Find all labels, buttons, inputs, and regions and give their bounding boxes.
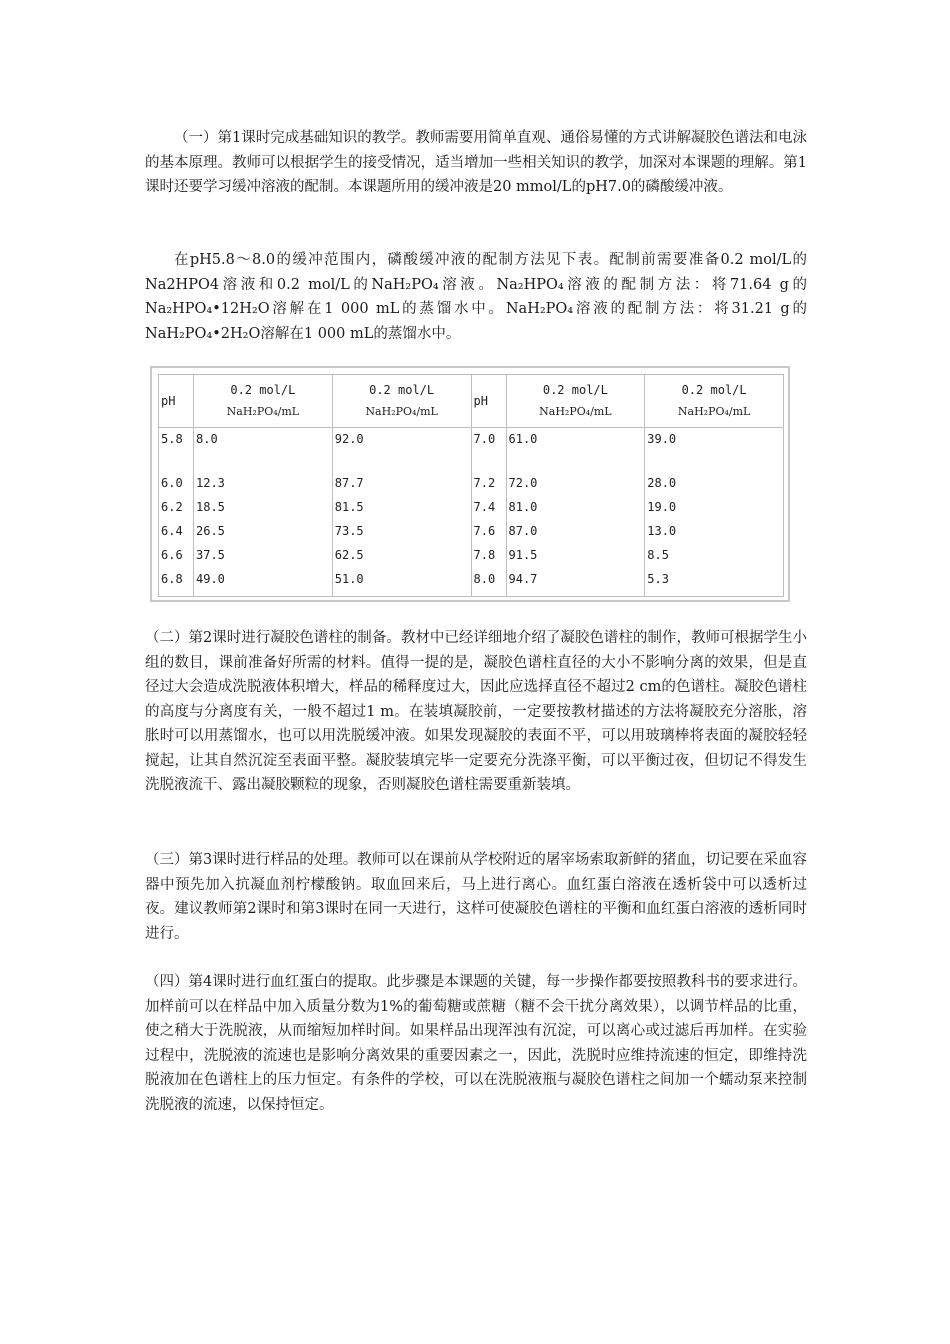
paragraph-lesson-3: （三）第3课时进行样品的处理。教师可以在课前从学校附近的屠宰场索取新鲜的猪血，切记要在采血容器中预先加入抗凝血剂柠檬酸钠。取血回来后，马上进行离心。血红蛋白溶液在透析袋中可以透析过夜。建议教师第2课时和第3课时在同一天进行，这样可使凝胶色谱柱的平衡和血红蛋白溶液的透析同时进行。 [145, 852, 807, 942]
table-cell: 62.5 [332, 548, 471, 572]
table-cell: 51.0 [332, 572, 471, 597]
table-cell: 7.0 [471, 428, 506, 477]
table-cell: 91.5 [506, 548, 645, 572]
table-cell: 7.8 [471, 548, 506, 572]
table-cell: 8.5 [645, 548, 784, 572]
paragraph-lesson-4: （四）第4课时进行血红蛋白的提取。此步骤是本课题的关键，每一步操作都要按照教科书的要求进行。加样前可以在样品中加入质量分数为1%的葡萄糖或蔗糖（糖不会干扰分离效果），以调节样品的比重，使之稍大于洗脱液，从而缩短加样时间。如果样品出现浑浊有沉淀，可以离心或过滤后再加样。在实验过程中，洗脱液的流速也是影响分离效果的重要因素之一，因此，洗脱时应维持流速的恒定，即维持洗脱液加在色谱柱上的压力恒定。有条件的学校，可以在洗脱液瓶与凝胶色谱柱之间加一个蠕动泵来控制洗脱液的流速，以保持恒定。 [145, 974, 807, 1113]
table-cell: 49.0 [194, 572, 333, 597]
table-cell: 8.0 [194, 428, 333, 477]
table-cell: 7.6 [471, 524, 506, 548]
table-cell: 37.5 [194, 548, 333, 572]
table-cell: 61.0 [506, 428, 645, 477]
table-cell: 6.2 [159, 500, 194, 524]
table-cell: 28.0 [645, 476, 784, 500]
table-cell: 81.5 [332, 500, 471, 524]
table-row [159, 500, 784, 524]
table-cell: 72.0 [506, 476, 645, 500]
paragraph-lesson-1: （一）第1课时完成基础知识的教学。教师需要用简单直观、通俗易懂的方式讲解凝胶色谱法和电泳的基本原理。教师可以根据学生的接受情况，适当增加一些相关知识的教学，加深对本课题的理解。第1课时还要学习缓冲溶液的配制。本课题所用的缓冲液是20 mmol/L的pH7.0的磷酸缓冲液。 [145, 130, 807, 195]
header-ph-left: pH [159, 375, 194, 428]
table-cell: 18.5 [194, 500, 333, 524]
table-header-row [159, 375, 784, 428]
table-cell: 26.5 [194, 524, 333, 548]
table-cell: 39.0 [645, 428, 784, 477]
table-cell: 6.0 [159, 476, 194, 500]
table-cell: 87.0 [506, 524, 645, 548]
table-cell: 7.2 [471, 476, 506, 500]
table-cell: 6.8 [159, 572, 194, 597]
buffer-table-frame [150, 366, 790, 602]
paragraph-lesson-2: （二）第2课时进行凝胶色谱柱的制备。教材中已经详细地介绍了凝胶色谱柱的制作，教师可根据学生小组的数目，课前准备好所需的材料。值得一提的是，凝胶色谱柱直径的大小不影响分离的效果，但是直径过大会造成洗脱液体积增大，样品的稀释度过大，因此应选择直径不超过2 cm的色谱柱。凝胶色谱柱的高度与分离度有关，一般不超过1 m。在装填凝胶前，一定要按教材描述的方法将凝胶充分溶胀，溶胀时可以用蒸馏水，也可以用洗脱缓冲液。如果发现凝胶的表面不平，可以用玻璃棒将表面的凝胶轻轻搅起，让其自然沉淀至表面平整。凝胶装填完毕一定要充分洗涤平衡，可以平衡过夜，但切记不得发生洗脱液流干、露出凝胶颗粒的现象，否则凝胶色谱柱需要重新装填。 [145, 630, 807, 793]
table-cell: 81.0 [506, 500, 645, 524]
table-cell: 5.3 [645, 572, 784, 597]
header-col-3: 0.2 mol/L NaH₂PO₄/mL [332, 375, 471, 428]
table-cell: 87.7 [332, 476, 471, 500]
table-cell: 19.0 [645, 500, 784, 524]
header-col-2: 0.2 mol/L NaH₂PO₄/mL [194, 375, 333, 428]
table-cell: 7.4 [471, 500, 506, 524]
table-cell: 73.5 [332, 524, 471, 548]
table-cell: 92.0 [332, 428, 471, 477]
table-cell: 94.7 [506, 572, 645, 597]
table-cell: 13.0 [645, 524, 784, 548]
table-cell: 6.6 [159, 548, 194, 572]
table-cell: 12.3 [194, 476, 333, 500]
table-cell: 6.4 [159, 524, 194, 548]
table-row [159, 572, 784, 597]
table-row [159, 476, 784, 500]
header-col-6: 0.2 mol/L NaH₂PO₄/mL [645, 375, 784, 428]
header-ph-right: pH [471, 375, 506, 428]
table-row [159, 548, 784, 572]
header-col-5: 0.2 mol/L NaH₂PO₄/mL [506, 375, 645, 428]
table-cell: 8.0 [471, 572, 506, 597]
table-row [159, 524, 784, 548]
paragraph-buffer-preparation: 在pH5.8～8.0的缓冲范围内，磷酸缓冲液的配制方法见下表。配制前需要准备0.2 mol/L的Na2HPO4溶液和0.2 mol/L的NaH₂PO₄溶液。Na₂HPO₄溶液的配制方法：将71.64 g的Na₂HPO₄•12H₂O溶解在1 000 mL的蒸馏水中。NaH₂PO₄溶液的配制方法：将31.21 g的NaH₂PO₄•2H₂O溶解在1 000 mL的蒸馏水中。 [145, 252, 807, 342]
phosphate-buffer-table [158, 374, 784, 597]
table-row [159, 428, 784, 477]
table-cell: 5.8 [159, 428, 194, 477]
